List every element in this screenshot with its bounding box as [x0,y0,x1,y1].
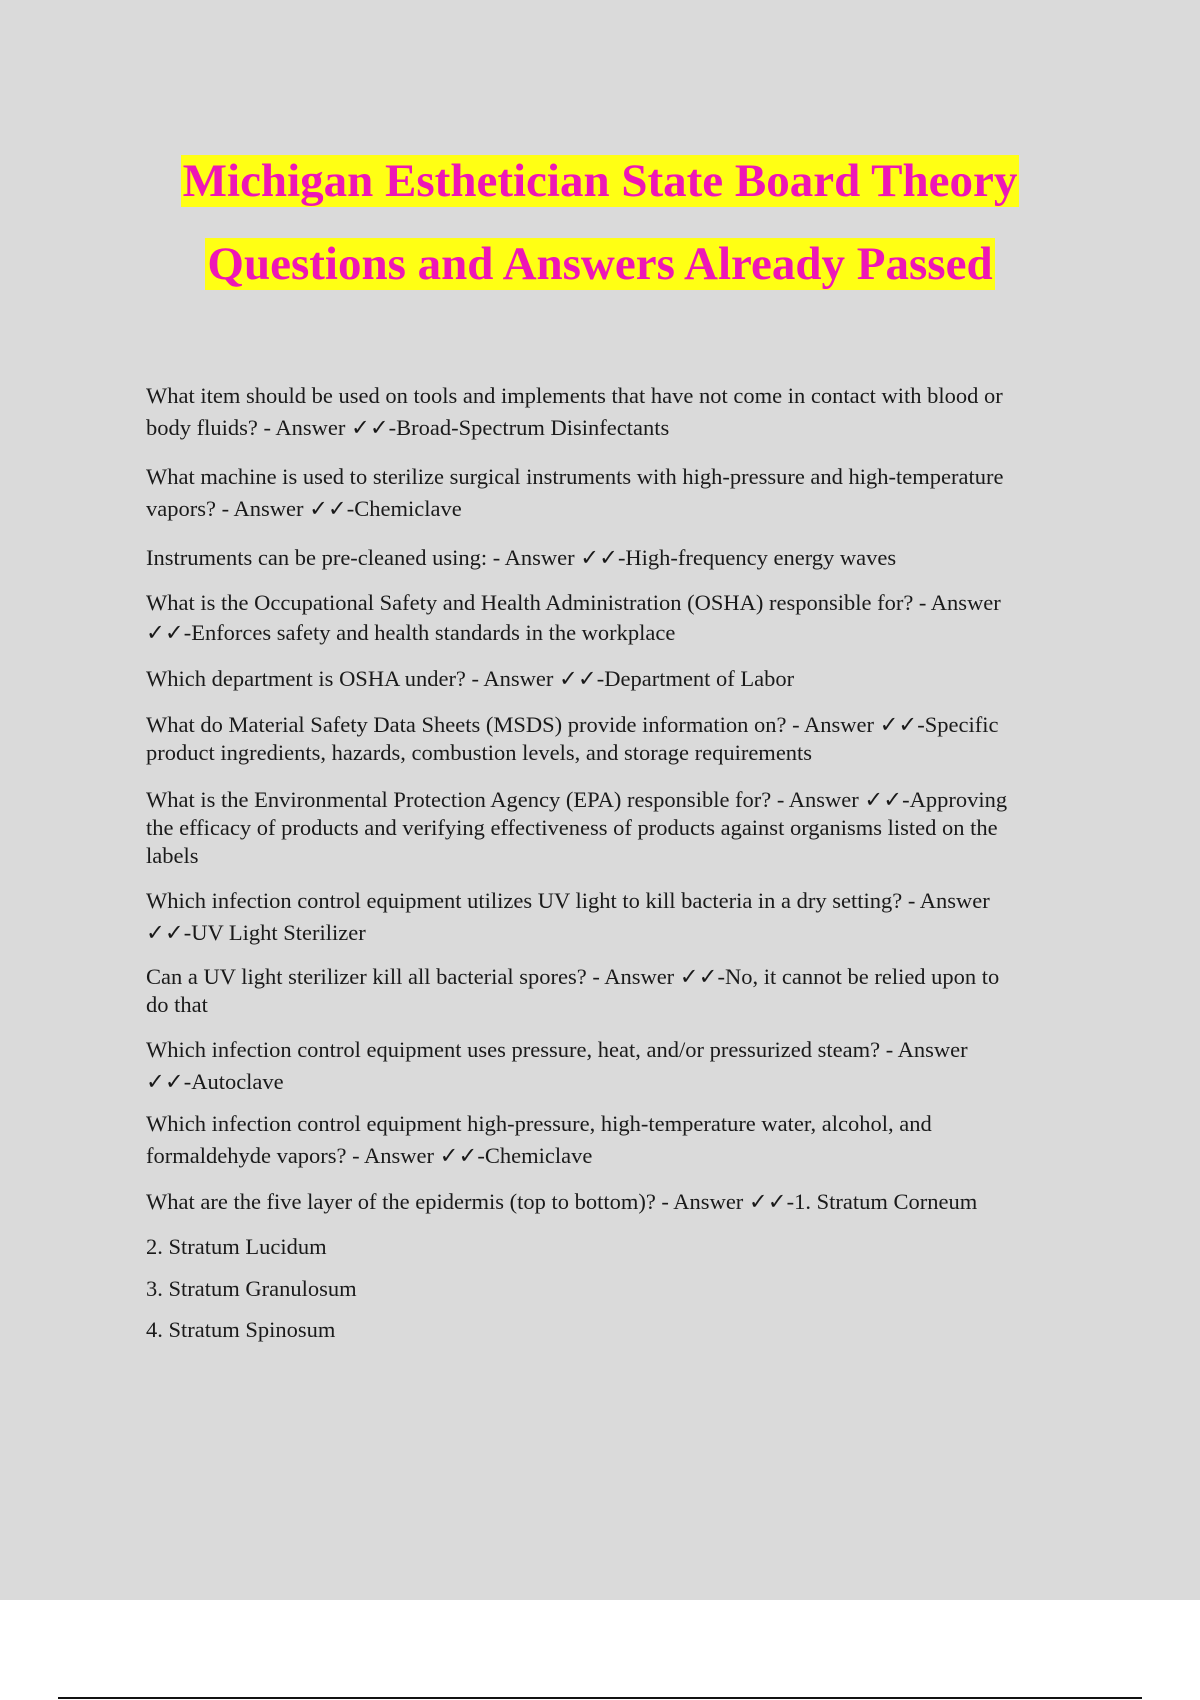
title-line [0,140,1200,223]
qa-item [146,786,1086,870]
title-text: Michigan Esthetician State Board Theory [182,155,1018,207]
qa-item [146,1273,1086,1305]
qa-line: Which infection control equipment uses pressure, heat, and/or pressurized steam? - Answer [146,1037,968,1062]
qa-line: What is the Occupational Safety and Health Administration (OSHA) responsible for? - Answer [146,590,1001,615]
qa-line: Instruments can be pre-cleaned using: - Answer ✓✓-High-frequency energy waves [146,545,897,570]
qa-line: Which department is OSHA under? - Answer ✓✓-Department of Labor [146,666,795,691]
qa-line: Which infection control equipment high-pressure, high-temperature water, alcohol, and [146,1111,932,1136]
qa-line: What is the Environmental Protection Agency (EPA) responsible for? - Answer ✓✓-Approving [146,787,1008,812]
title-text: Questions and Answers Already Passed [207,238,993,290]
qa-line: the efficacy of products and verifying effectiveness of products against organisms listed on the [146,815,998,840]
qa-line: 3. Stratum Granulosum [146,1276,357,1301]
qa-item [146,711,1086,767]
qa-item [146,1314,1086,1346]
footer-divider [58,1697,1142,1699]
qa-line: ✓✓-Enforces safety and health standards in the workplace [146,620,676,645]
qa-item [146,1108,1086,1172]
title-line [0,223,1200,306]
qa-line: Can a UV light sterilizer kill all bacterial spores? - Answer ✓✓-No, it cannot be relied upon to [146,964,1000,989]
qa-line: do that [146,992,208,1017]
qa-line: body fluids? - Answer ✓✓-Broad-Spectrum Disinfectants [146,415,670,440]
qa-line: What do Material Safety Data Sheets (MSDS) provide information on? - Answer ✓✓-Specific [146,712,999,737]
qa-line: What machine is used to sterilize surgical instruments with high-pressure and high-temperature [146,464,1004,489]
qa-item [146,663,1086,695]
qa-line: formaldehyde vapors? - Answer ✓✓-Chemiclave [146,1143,593,1168]
qa-item [146,461,1086,525]
qa-line: What are the five layer of the epidermis (top to bottom)? - Answer ✓✓-1. Stratum Corneum [146,1189,978,1214]
qa-item [146,963,1086,1019]
qa-line: ✓✓-UV Light Sterilizer [146,920,366,945]
qa-item [146,1034,1086,1098]
qa-line: 4. Stratum Spinosum [146,1317,336,1342]
qa-item [146,1231,1086,1263]
qa-line: ✓✓-Autoclave [146,1069,284,1094]
qa-item [146,588,1086,648]
qa-item [146,885,1086,949]
qa-line: product ingredients, hazards, combustion levels, and storage requirements [146,740,813,765]
qa-item [146,380,1086,444]
qa-line: Which infection control equipment utilizes UV light to kill bacteria in a dry setting? - Answer [146,888,990,913]
qa-line: labels [146,843,199,868]
qa-line: vapors? - Answer ✓✓-Chemiclave [146,496,462,521]
qa-line: What item should be used on tools and implements that have not come in contact with blood or [146,383,1003,408]
qa-item [146,1186,1086,1218]
qa-item [146,542,1086,574]
qa-line: 2. Stratum Lucidum [146,1234,327,1259]
document-title [0,140,1200,306]
